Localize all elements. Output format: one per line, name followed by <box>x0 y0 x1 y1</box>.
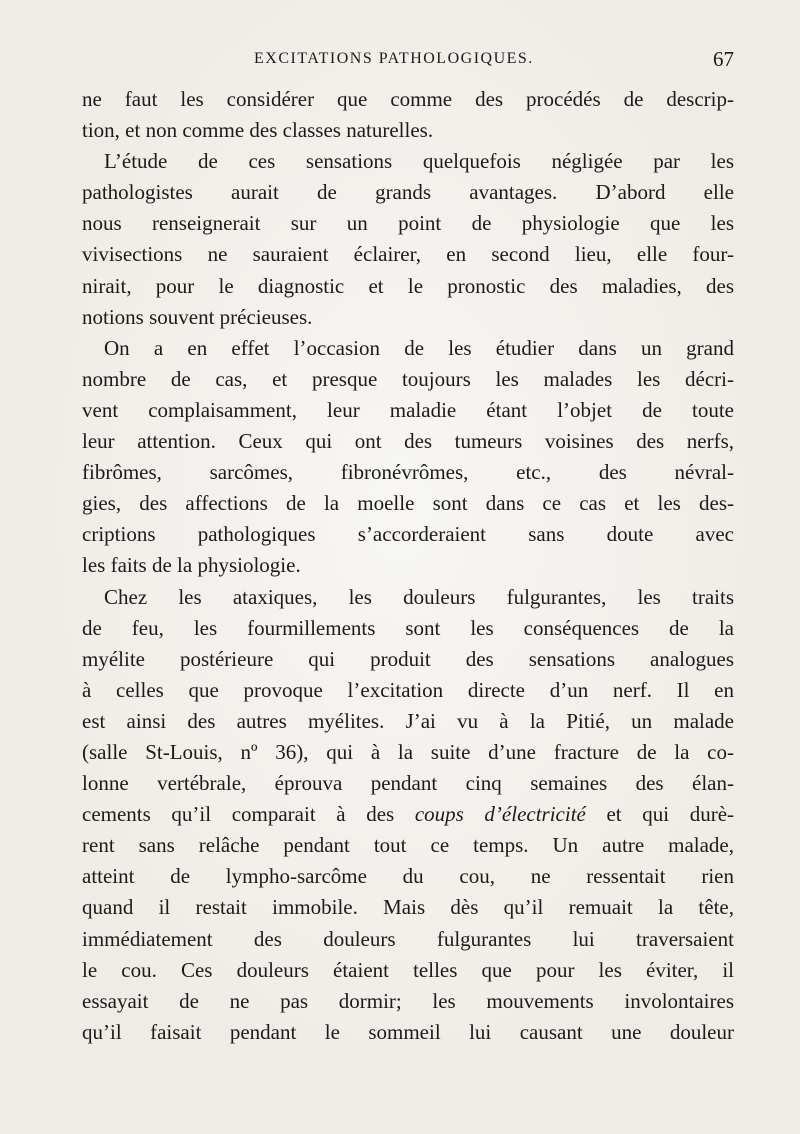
text-line: vent complaisamment, leur maladie étant l’objet de toute <box>82 397 734 422</box>
text-line: de feu, les fourmillements sont les conséquences de la <box>82 615 734 640</box>
text-line: immédiatement des douleurs fulgurantes lui traversaient <box>82 926 734 951</box>
text-line: rent sans relâche pendant tout ce temps. Un autre malade, <box>82 833 734 858</box>
text-line: quand il restait immobile. Mais dès qu’il remuait la tête, <box>82 895 734 920</box>
text-line: ne faut les considérer que comme des procédés de descrip- <box>82 87 734 111</box>
text-line: On a en effet l’occasion de les étudier dans un grand <box>104 335 734 360</box>
text-line: à celles que provoque l’excitation directe d’un nerf. Il en <box>82 677 734 702</box>
text-line: le cou. Ces douleurs étaient telles que pour les éviter, il <box>82 957 734 982</box>
text-line: fibrômes, sarcômes, fibronévrômes, etc., des névral- <box>82 460 734 485</box>
text-line: les faits de la physiologie. <box>82 553 301 578</box>
text-line: cements qu’il comparait à des coups d’électricité et qui durè- <box>82 802 735 827</box>
running-title: EXCITATIONS PATHOLOGIQUES. <box>254 50 534 67</box>
text-line: essayait de ne pas dormir; les mouvements involontaires <box>82 988 734 1013</box>
text-line: nombre de cas, et presque toujours les malades les décri- <box>82 366 734 391</box>
page-number: 67 <box>713 47 734 71</box>
text-line: myélite postérieure qui produit des sensations analogues <box>82 646 734 671</box>
text-line: leur attention. Ceux qui ont des tumeurs voisines des nerfs, <box>82 429 734 454</box>
text-line: Chez les ataxiques, les douleurs fulgurantes, les traits <box>104 584 734 609</box>
running-header <box>82 47 734 76</box>
text-line: nous renseignerait sur un point de physiologie que les <box>82 211 734 236</box>
text-line: (salle St-Louis, nº 36), qui à la suite d’une fracture de la co- <box>82 739 734 764</box>
text-line: gies, des affections de la moelle sont dans ce cas et les des- <box>82 491 734 516</box>
body-text <box>82 84 734 1048</box>
text-line: lonne vertébrale, éprouva pendant cinq semaines des élan- <box>82 771 734 796</box>
text-line: pathologistes aurait de grands avantages. D’abord elle <box>82 180 734 205</box>
text-line: tion, et non comme des classes naturelles. <box>82 118 434 143</box>
text-line: qu’il faisait pendant le sommeil lui causant une douleur <box>82 1019 734 1044</box>
italic-phrase: coups d’électricité <box>414 802 586 827</box>
text-line: atteint de lympho-sarcôme du cou, ne ressentait rien <box>82 864 734 889</box>
text-line: L’étude de ces sensations quelquefois négligée par les <box>104 149 734 174</box>
text-line: nirait, pour le diagnostic et le pronostic des maladies, des <box>82 273 734 298</box>
text-line: criptions pathologiques s’accorderaient sans doute avec <box>82 522 734 547</box>
text-line: est ainsi des autres myélites. J’ai vu à la Pitié, un malade <box>82 708 734 733</box>
text-line: vivisections ne sauraient éclairer, en second lieu, elle four- <box>82 242 734 267</box>
text-line: notions souvent précieuses. <box>82 304 313 329</box>
